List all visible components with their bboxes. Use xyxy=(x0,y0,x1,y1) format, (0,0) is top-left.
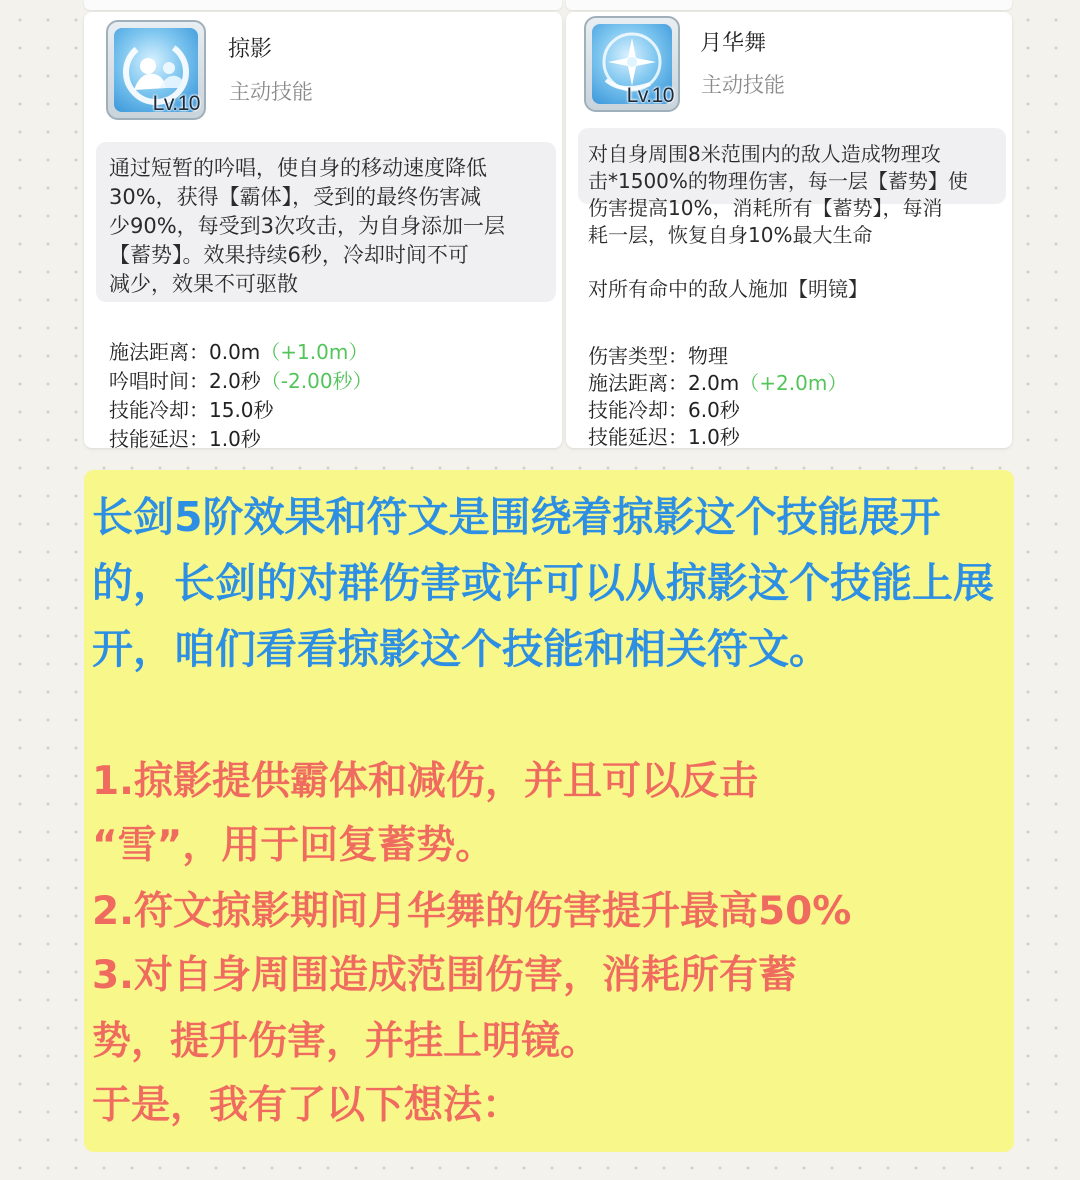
stat-value: 0.0m xyxy=(209,340,261,364)
stat-label: 施法距离： xyxy=(109,340,209,364)
stat-label: 吟唱时间： xyxy=(109,369,209,393)
commentary-note xyxy=(84,470,1014,1152)
note-intro: 长剑5阶效果和符文是围绕着掠影这个技能展开的，长剑的对群伤害或许可以从掠影这个技能上展开，咱们看看掠影这个技能和相关符文。 xyxy=(92,493,994,673)
skill-name: 掠影 xyxy=(228,37,273,62)
skill-description: 通过短暂的吟唱，使自身的移动速度降低 30%，获得【霸体】，受到的最终伤害减 少90%，每受到3次攻击，为自身添加一层 【蓄势】。效果持续6秒，冷却时间不可 减少，效果不可驱散 xyxy=(109,156,506,296)
stat-value: 15.0秒 xyxy=(209,398,274,422)
stat-value: 物理 xyxy=(688,344,728,368)
skill-name: 月华舞 xyxy=(700,31,767,56)
previous-card-edge xyxy=(566,0,1012,10)
note-conclusion: 于是，我有了以下想法： xyxy=(92,1083,522,1128)
stat-delay xyxy=(588,421,740,448)
stat-cooldown xyxy=(588,394,740,423)
stat-cooldown xyxy=(109,394,274,423)
stat-label: 伤害类型： xyxy=(588,344,688,368)
stat-label: 施法距离： xyxy=(588,371,688,395)
previous-card-edge xyxy=(84,0,562,10)
stat-label: 技能冷却： xyxy=(109,398,209,422)
stat-modifier: （-2.00秒） xyxy=(260,369,373,393)
skill-type: 主动技能 xyxy=(701,73,785,97)
skill-icon-frame xyxy=(106,20,206,120)
stat-damage-type xyxy=(588,340,728,369)
skill-level: Lv.10 xyxy=(626,84,674,107)
note-point: “雪”，用于回复蓄势。 xyxy=(92,823,495,868)
stat-value: 1.0秒 xyxy=(209,427,261,448)
stat-modifier: （+2.0m） xyxy=(739,371,848,395)
note-point: 2.符文掠影期间月华舞的伤害提升最高50% xyxy=(92,889,852,934)
skill-type: 主动技能 xyxy=(229,80,313,104)
note-point: 势，提升伤害，并挂上明镜。 xyxy=(92,1019,600,1064)
stat-chant-time xyxy=(109,365,373,394)
stat-delay xyxy=(109,423,261,448)
note-point: 3.对自身周围造成范围伤害，消耗所有蓄 xyxy=(92,953,797,998)
note-point: 1.掠影提供霸体和减伤，并且可以反击 xyxy=(92,759,758,804)
stat-label: 技能延迟： xyxy=(588,425,688,448)
stat-value: 1.0秒 xyxy=(688,425,740,448)
stat-cast-range xyxy=(588,367,847,396)
stat-label: 技能冷却： xyxy=(588,398,688,422)
skill-level: Lv.10 xyxy=(152,92,200,115)
skill-description: 对自身周围8米范围内的敌人造成物理攻 击*1500%的物理伤害，每一层【蓄势】使 伤害提高10%，消耗所有【蓄势】，每消 耗一层，恢复自身10%最大生命 对所有命中的敌人施加【明镜】 xyxy=(588,142,968,301)
skill-card-lueying xyxy=(84,12,562,448)
skill-icon-frame xyxy=(584,16,680,112)
stat-cast-range xyxy=(109,336,368,365)
stat-value: 6.0秒 xyxy=(688,398,740,422)
stat-value: 2.0秒 xyxy=(209,369,261,393)
stat-value: 2.0m xyxy=(688,371,740,395)
stat-modifier: （+1.0m） xyxy=(260,340,369,364)
skill-card-yuehuawu xyxy=(566,12,1012,448)
stat-label: 技能延迟： xyxy=(109,427,209,448)
